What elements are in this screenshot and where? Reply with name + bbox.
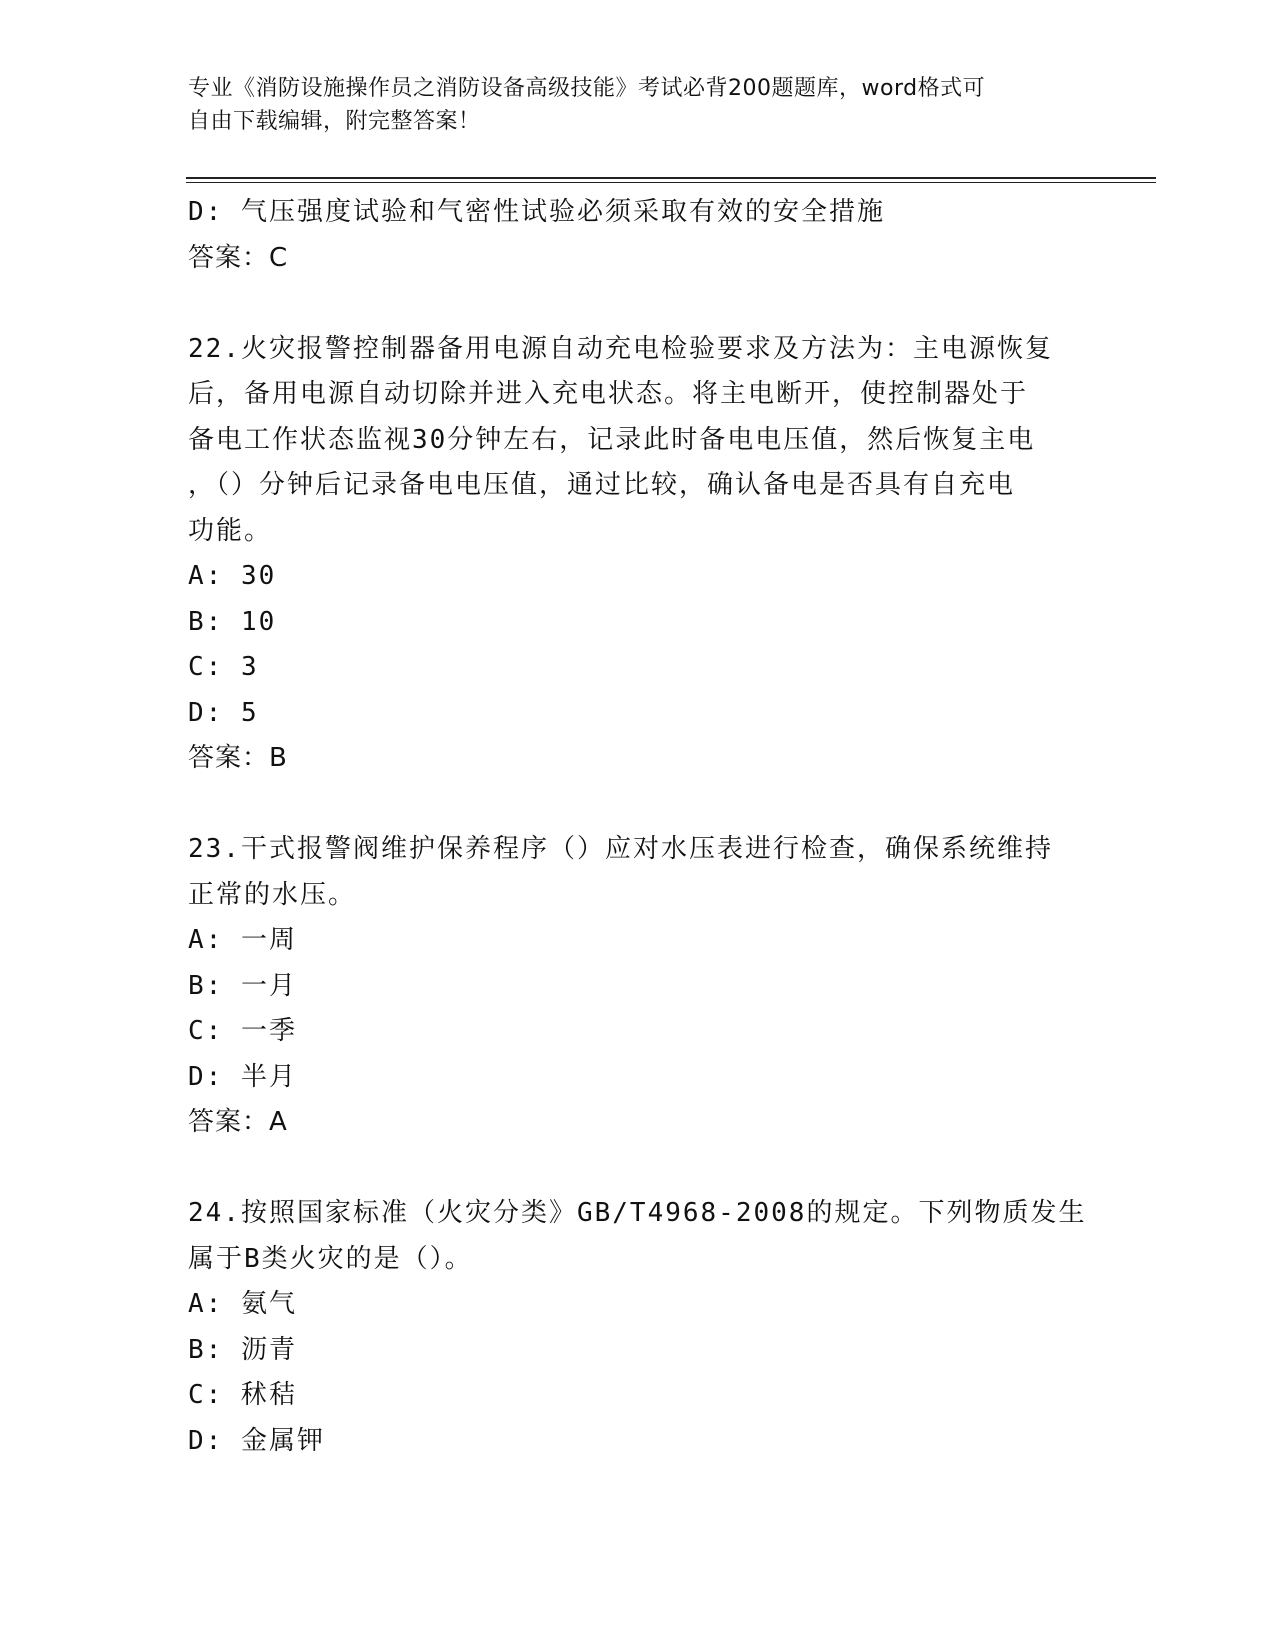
question-text-line: 属于B类火灾的是（）。 (188, 1243, 473, 1274)
question-24 (188, 1191, 1088, 1464)
option-b: B: 一月 (188, 970, 297, 1001)
spacer (188, 1146, 1088, 1192)
answer: 答案：A (188, 1107, 288, 1137)
option-c: C: 一季 (188, 1016, 297, 1046)
question-text-line: 备电工作状态监视30分钟左右，记录此时备电电压值，然后恢复主电 (188, 424, 1036, 455)
answer: 答案：B (188, 743, 288, 773)
question-text-line: 24.按照国家标准（火灾分类》GB/T4968-2008的规定。下列物质发生 (188, 1198, 1087, 1228)
spacer (188, 281, 1088, 327)
option-d: D: 半月 (188, 1061, 297, 1092)
header-divider-thick (186, 177, 1156, 179)
header-line-1: 专业《消防设施操作员之消防设备高级技能》考试必背200题题库，word格式可 (188, 76, 986, 101)
question-text-line: 23.干式报警阀维护保养程序（）应对水压表进行检查，确保系统维持 (188, 834, 1053, 864)
option-b: B: 沥青 (188, 1334, 297, 1365)
previous-question-answer: 答案：C (188, 242, 289, 273)
question-text-line: 正常的水压。 (188, 879, 357, 910)
option-b: B: 10 (188, 606, 277, 637)
previous-question-option-d: D: 气压强度试验和气密性试验必须采取有效的安全措施 (188, 197, 885, 227)
question-22 (188, 327, 1088, 782)
option-d: D: 5 (188, 697, 259, 728)
spacer (188, 782, 1088, 828)
header-divider-thin (186, 182, 1156, 183)
option-c: C: 秫秸 (188, 1380, 297, 1410)
document-header (188, 72, 1088, 138)
option-d: D: 金属钾 (188, 1425, 325, 1456)
document-body (188, 190, 1088, 1464)
option-a: A: 一周 (188, 925, 297, 955)
question-text-line: 后，备用电源自动切除并进入充电状态。将主电断开，使控制器处于 (188, 379, 1029, 409)
option-a: A: 氨气 (188, 1289, 297, 1319)
question-text-line: 功能。 (188, 515, 273, 546)
question-23 (188, 827, 1088, 1146)
option-a: A: 30 (188, 561, 277, 591)
header-line-2: 自由下载编辑，附完整答案！ (188, 109, 481, 134)
option-c: C: 3 (188, 652, 259, 682)
question-text-line: ，（）分钟后记录备电电压值，通过比较，确认备电是否具有自充电 (188, 470, 1016, 500)
question-text-line: 22.火灾报警控制器备用电源自动充电检验要求及方法为：主电源恢复 (188, 333, 1053, 364)
